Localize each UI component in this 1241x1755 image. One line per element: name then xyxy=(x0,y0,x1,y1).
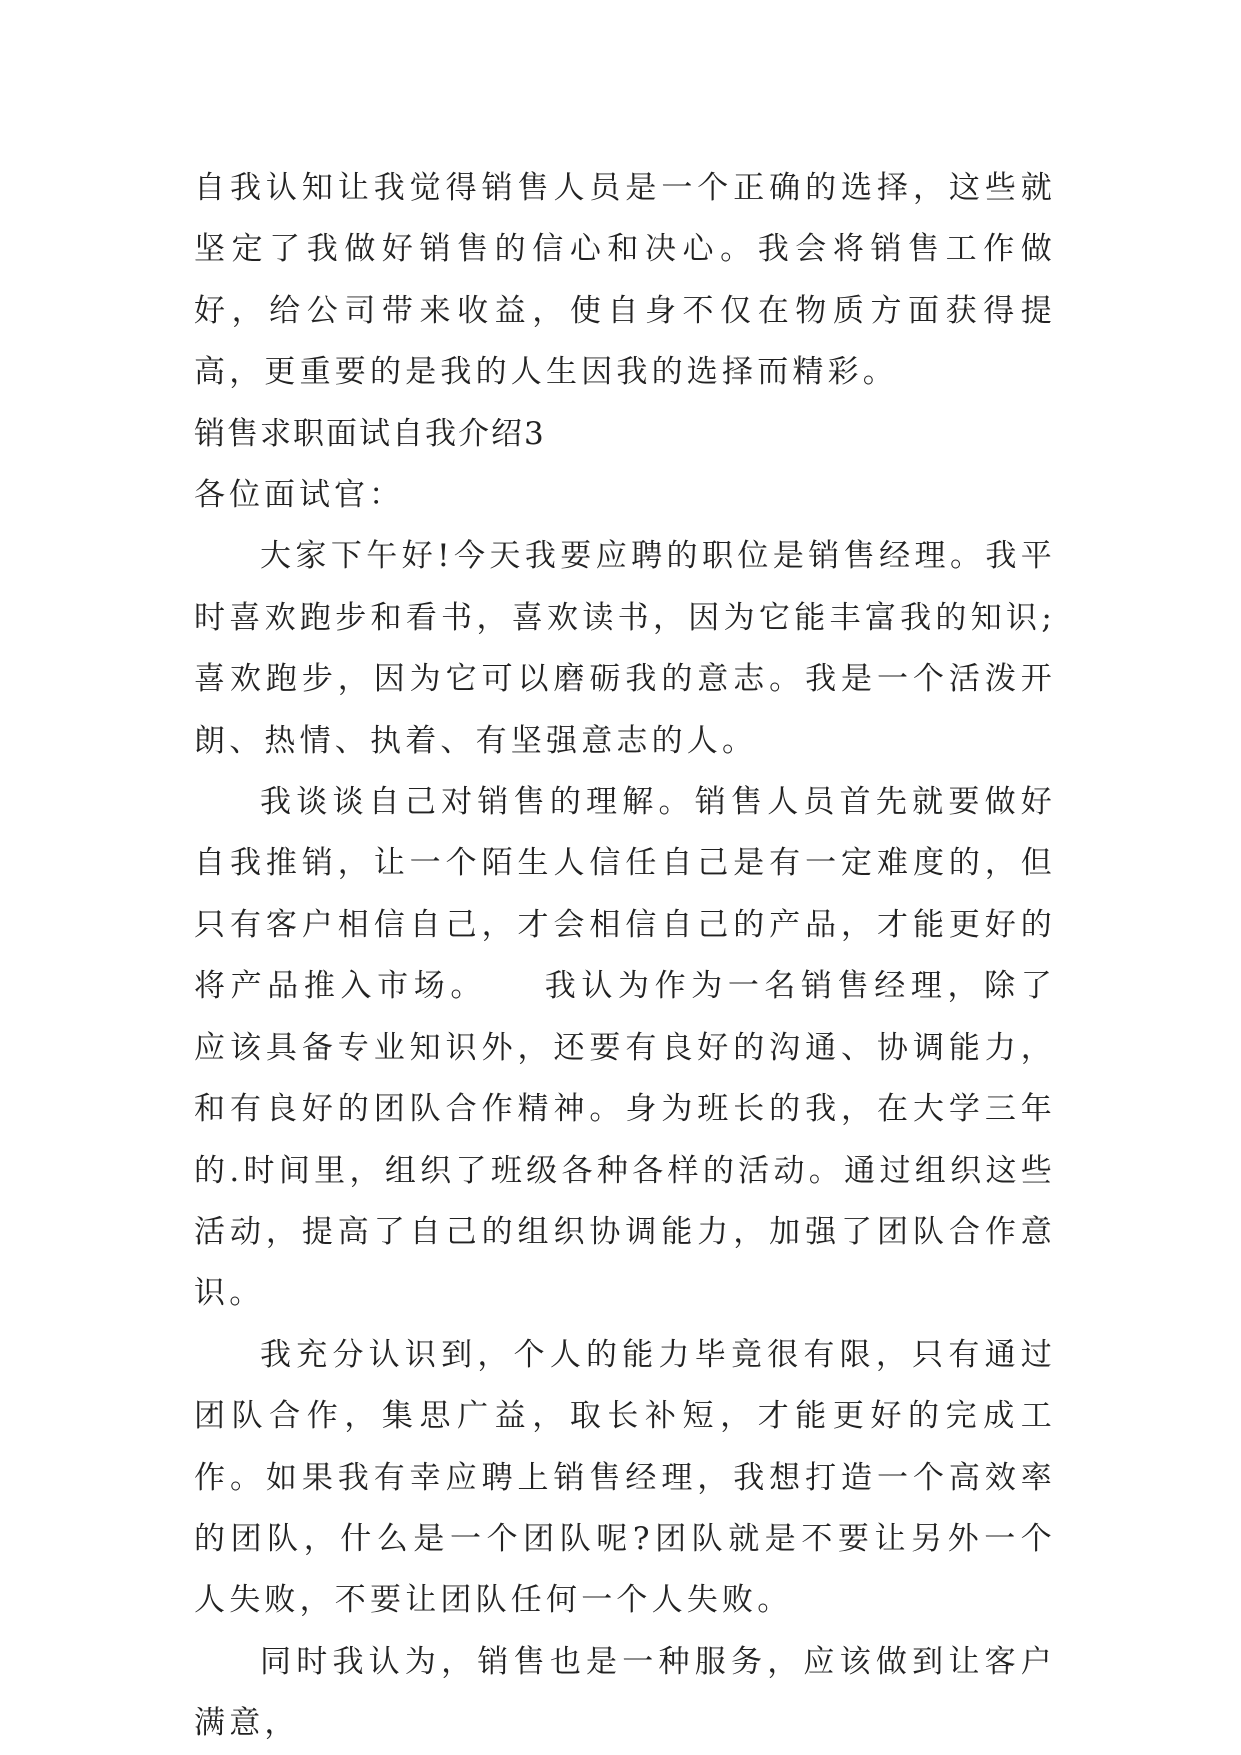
paragraph-sales-understanding: 我谈谈自己对销售的理解。销售人员首先就要做好自我推销，让一个陌生人信任自己是有一定难度的，但只有客户相信自己，才会相信自己的产品，才能更好的将产品推入市场。 我认为作为一名销售经理，除了应该具备专业知识外，还要有良好的沟通、协调能力，和有良好的团队合作精神。身为班长的我，在大学三年的.时间里，组织了班级各种各样的活动。通过组织这些活动，提高了自己的组织协调能力，加强了团队合作意识。 xyxy=(194,784,1056,1312)
paragraph-greeting: 大家下午好!今天我要应聘的职位是销售经理。我平时喜欢跑步和看书，喜欢读书，因为它能丰富我的知识;喜欢跑步，因为它可以磨砺我的意志。我是一个活泼开朗、热情、执着、有坚强意志的人。 xyxy=(194,538,1056,759)
paragraph-service: 同时我认为，销售也是一种服务，应该做到让客户满意， xyxy=(194,1643,1056,1742)
section-heading: 销售求职面试自我介绍3 xyxy=(194,415,546,452)
document-body xyxy=(194,158,1056,1755)
paragraph-teamwork: 我充分认识到，个人的能力毕竟很有限，只有通过团队合作，集思广益，取长补短，才能更好的完成工作。如果我有幸应聘上销售经理，我想打造一个高效率的团队，什么是一个团队呢?团队就是不要让另外一个人失败，不要让团队任何一个人失败。 xyxy=(194,1336,1056,1619)
paragraph-self-awareness: 自我认知让我觉得销售人员是一个正确的选择，这些就坚定了我做好销售的信心和决心。我会将销售工作做好，给公司带来收益，使自身不仅在物质方面获得提高，更重要的是我的人生因我的选择而精彩。 xyxy=(194,170,1056,391)
salutation: 各位面试官： xyxy=(194,477,404,514)
